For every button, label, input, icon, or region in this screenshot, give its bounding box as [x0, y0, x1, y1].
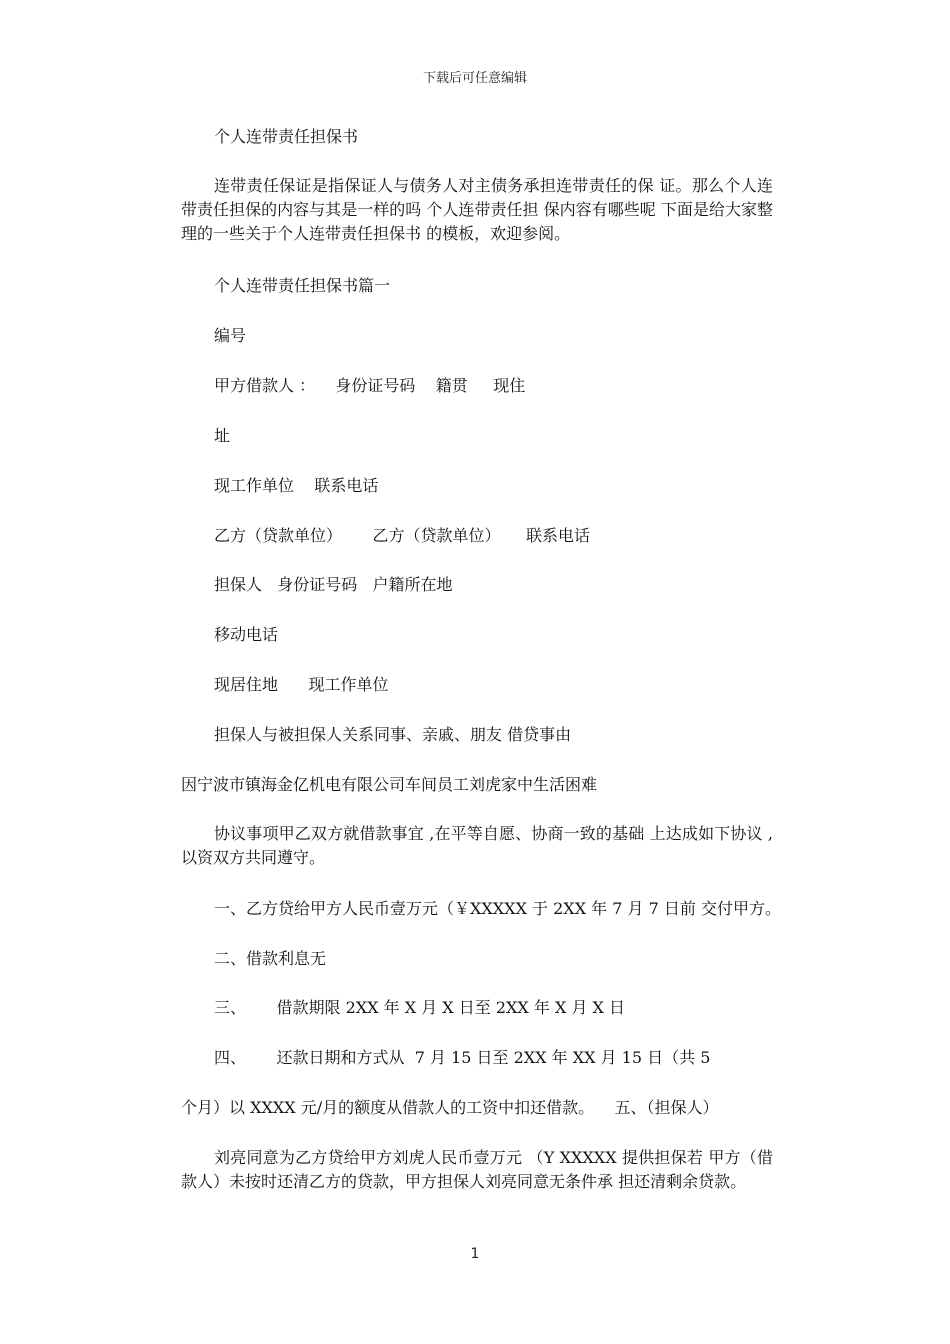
clause-3: 三、 借款期限 2XX 年 X 月 X 日至 2XX 年 X 月 X 日: [214, 998, 626, 1017]
page-header: 下载后可任意编辑: [422, 71, 527, 86]
field-guarantor: 担保人 身份证号码 户籍所在地: [214, 575, 453, 594]
agreement-intro: 协议事项甲乙双方就借款事宜 ,在平等自愿、协商一致的基础 上达成如下协议 ,以资双方共同遵守。: [181, 824, 773, 867]
page-number: 1: [470, 1246, 480, 1262]
field-party-a: 甲方借款人 ： 身份证号码 籍贯 现住: [214, 376, 526, 395]
clause-4-continued: 个月）以 XXXX 元/月的额度从借款人的工资中扣还借款。 五、（担保人）: [181, 1098, 719, 1117]
clause-4: 四、 还款日期和方式从 7 月 15 日至 2XX 年 XX 月 15 日（共 5: [214, 1048, 711, 1067]
field-relation: 担保人与被担保人关系同事、亲戚、朋友 借贷事由: [214, 725, 572, 744]
field-work-unit: 现工作单位 联系电话: [214, 476, 379, 495]
field-mobile: 移动电话: [214, 625, 279, 644]
field-residence: 现居住地 现工作单位: [214, 675, 389, 694]
field-reason: 因宁波市镇海金亿机电有限公司车间员工刘虎家中生活困难: [181, 775, 598, 794]
intro-paragraph: 连带责任保证是指保证人与债务人对主债务承担连带责任的保 证。那么个人连带责任担保的内容与其是一样的吗 个人连带责任担 保内容有哪些呢 下面是给大家整理的一些关于个人连带责任担保书 的模板，欢迎参阅。: [181, 176, 773, 243]
field-address-tail: 址: [214, 426, 231, 445]
field-number: 编号: [214, 326, 247, 345]
field-party-b: 乙方（贷款单位） 乙方（贷款单位） 联系电话: [214, 526, 590, 545]
clause-1: 一、乙方贷给甲方人民币壹万元（￥XXXXX 于 2XX 年 7 月 7 日前 交付甲方。: [214, 899, 781, 918]
guarantee-paragraph: 刘亮同意为乙方贷给甲方刘虎人民币壹万元 （Y XXXXX 提供担保若 甲方（借款人）未按时还清乙方的贷款，甲方担保人刘亮同意无条件承 担还清剩余贷款。: [181, 1148, 773, 1191]
section-title: 个人连带责任担保书篇一: [214, 276, 391, 295]
document-title: 个人连带责任担保书: [214, 127, 359, 146]
clause-2: 二、借款利息无: [214, 949, 327, 968]
